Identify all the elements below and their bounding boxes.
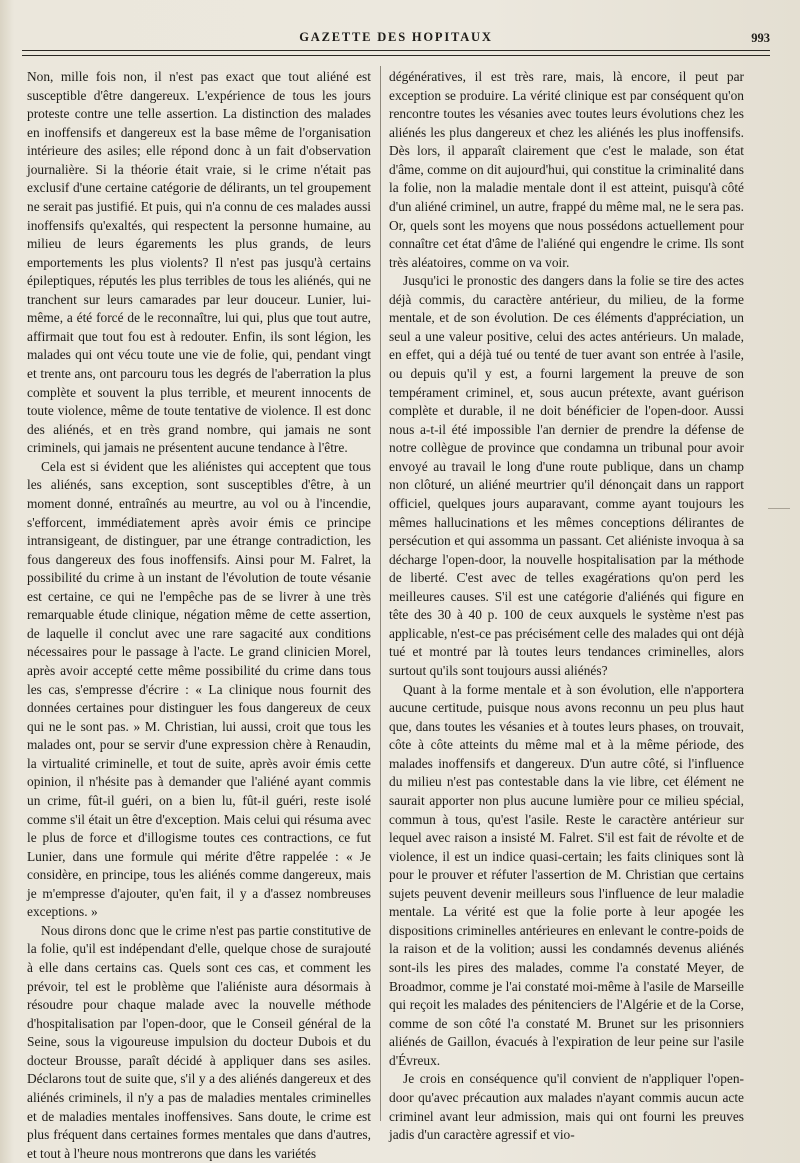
running-head [20, 30, 772, 48]
paragraph: Non, mille fois non, il n'est pas exact que tout aliéné est susceptible d'être dangereux. L'expérience de tous les jours proteste contre une telle assertion. La distinction des malades en inoffensifs et dangereux est la base même de l'organisation intérieure des asiles; elle répond donc à un fait d'observation journalière. Si la théorie était vraie, si le crime n'était pas exclusif d'une certaine catégorie de délirants, un tel groupement ne serait pas justifié. Et puis, qui n'a connu de ces malades aussi inoffensifs qu'exaltés, qui respectent la personne humaine, au milieu de leurs égarements les plus grands, de leurs emportements les plus violents? Il n'est pas jusqu'à certains épileptiques, réputés les plus terribles de tous les aliénés, qui ne tranchent sur leurs camarades par leur douceur. Lunier, lui-même, a été forcé de le reconnaître, lui qui, plus que tout autre, affirmait que tout fou est à redouter. Enfin, ils sont légion, les malades qui ont vécu toute une vie de folie, qui, pendant vingt et trente ans, ont parcouru tous les degrés de l'aberration la plus complète et souvent la plus terrible, et meurent innocents de toute violence, même de toute tentative de violence. Il est donc des aliénés, et en très grand nombre, qui jamais ne sont criminels, qui jamais ne présentent aucune tendance à l'être. [27, 69, 371, 456]
margin-mark [768, 508, 790, 509]
journal-title: GAZETTE DES HOPITAUX [299, 30, 493, 44]
paragraph: dégénératives, il est très rare, mais, là encore, il peut par exception se produire. La vérité clinique est par conséquent qu'on rencontre toutes les vésanies avec toutes leurs évolutions chez les aliénés les plus dangereux et chez les aliénés les plus inoffensifs. Dès lors, il apparaît clairement que c'est le malade, son état d'âme, comme on dit aujourd'hui, qui constitue la criminalité dans la folie, non la maladie mentale dont il est atteint, puisqu'à côté d'un aliéné criminel, un autre, frappé du même mal, ne le sera pas. Or, quels sont les moyens que nous possédons actuellement pour connaître cet état d'âme de l'aliéné qui engendre le crime. Ils sont très aléatoires, comme on va voir. [389, 69, 744, 270]
page-number: 993 [751, 31, 770, 45]
paragraph: Je crois en conséquence qu'il convient de n'appliquer l'open-door qu'avec précaution aux malades n'ayant commis aucun acte criminel avant leur admission, mais qui ont fourni les preuves jadis d'un caractère agressif et vio- [389, 1071, 744, 1143]
paragraph: Quant à la forme mentale et à son évolution, elle n'apportera aucune certitude, puisque nous avons reconnu un peu plus haut que, dans toutes les vésanies et à toutes leurs phases, on trouvait, côte à côte atteints du même mal et à la même période, des malades inoffensifs et dangereux. D'un autre côté, si l'influence du milieu n'est pas contestable dans la vie libre, cet élément ne saurait apporter non plus aucune lumière pour ce milieu spécial, commun à tous, qu'est l'asile. Reste le caractère antérieur sur lequel avec raison a insisté M. Falret. S'il est fait de révolte et de violence, il est un indice quasi-certain; les faits cliniques sont là pour le prouver et réfuter l'assertion de M. Christian que certains sujets peuvent devenir meilleurs sous l'influence de leur maladie mentale. La vérité est que la folie porte à leur apogée les dispositions criminelles antérieures en enlevant le contre-poids de la raison et de la volition; aussi les condamnés devenus aliénés sont-ils les pires des malades, comme l'a constaté Meyer, de Broadmor, comme je l'ai constaté moi-même à l'asile de Marseille qui reçoit les malades des pénitenciers de l'Algérie et de la Corse, comme de son côté l'a constaté M. Brunet sur les prisonniers aliénés de Gaillon, évacués à l'expiration de leur peine sur l'asile d'Évreux. [389, 681, 744, 1068]
paragraph: Jusqu'ici le pronostic des dangers dans la folie se tire des actes déjà commis, du caractère antérieur, du milieu, de la forme mentale, et de son évolution. De ces éléments d'appréciation, un seul a une valeur positive, celui des actes antérieurs. Un malade, en effet, qui a déjà tué ou tenté de tuer avant son entrée à l'asile, ou depuis qu'il y est, a fourni largement la preuve de son tempérament criminel, et, sous aucun prétexte, avant guérison complète et durable, il ne doit bénéficier de l'open-door. Aussi nous a-t-il été impossible l'an dernier de prendre la défense de notre collègue de province que condamna un tribunal pour avoir envoyé au travail le long d'une route publique, dans un champ non clôturé, un aliéné meurtrier qu'il dénonçait dans un rapport officiel, quelques jours auparavant, comme ayant toujours les mêmes hallucinations et les mêmes conceptions délirantes de persécution et qui assomma un passant. Cet aliéniste invoqua à sa décharge l'open-door, la nouvelle hospitalisation par la méthode de liberté. C'est avec de telles exagérations qu'on perd les meilleures causes. S'il est une catégorie d'aliénés qui figure en tête des 30 à 40 p. 100 de ceux auxquels le système n'est pas applicable, n'est-ce pas précisément celle des malades qui ont déjà tué et montré par là toutes leurs tendances criminelles, alors surtout qu'ils sont toujours aussi aliénés? [389, 273, 744, 678]
paragraph: Nous dirons donc que le crime n'est pas partie constitutive de la folie, qu'il est indépendant d'elle, quelque chose de surajouté à elle dans certains cas. Quels sont ces cas, et comment les prévoir, tel est le problème que l'aliéniste aura désormais à résoudre pour chaque malade avec la nouvelle méthode d'hospitalisation par l'open-door, que le Conseil général de la Seine, sous la vigoureuse impulsion du docteur Dubois et du docteur Brousse, paraît décidé à appliquer dans ses asiles. Déclarons tout de suite que, s'il y a des aliénés dangereux et des aliénés criminels, il n'y a pas de maladies mentales criminelles et de maladies mentales inoffensives. Sans doute, le crime est plus fréquent dans certaines formes mentales que dans d'autres, et tout à l'heure nous montrerons que dans les variétés [27, 922, 371, 1161]
paragraph: Cela est si évident que les aliénistes qui acceptent que tous les aliénés, sans exception, sont susceptibles d'être, à un moment donné, entraînés au meurtre, au vol ou à l'incendie, s'efforcent, immédiatement après avoir émis ce principe intransigeant, de distinguer, par une étrange contradiction, les fous dangereux des fous inoffensifs. Ainsi pour M. Falret, la possibilité du crime à un instant de l'évolution de toute vésanie est certaine, ce qui ne l'empêche pas de se livrer à une très remarquable étude clinique, négation même de cette assertion, de laquelle il conclut avec une rare sagacité aux conditions nécessaires pour le passage à l'acte. Le grand clinicien Morel, après avoir accepté cette même possibilité du crime dans tous les cas, s'empresse d'écrire : « La clinique nous fournit des données certaines pour distinguer les fous dangereux de ceux qui ne le sont pas. » M. Christian, lui aussi, croit que tous les malades ont, pour se servir d'une expression chère à Renaudin, la virtualité criminelle, et tout de suite, après avoir émis cette opinion, il n'hésite pas à demander que l'aliéné ayant commis un crime, fût-il guéri, on a bien lu, fût-il guéri, reste isolé comme s'il était un être d'exception. Mais celui qui résuma avec le plus de force et d'illogisme toutes ces contractions, ce fut Lunier, dans une formule qui mérite d'être rappelée : « Je considère, en principe, tous les aliénés comme dangereux, mais je m'empresse d'ajouter, qu'en fait, il y a d'assez nombreuses exceptions. » [27, 458, 371, 920]
right-column [389, 68, 744, 1143]
left-column [27, 68, 371, 1161]
column-divider [380, 66, 381, 1121]
header-rule [22, 50, 770, 56]
